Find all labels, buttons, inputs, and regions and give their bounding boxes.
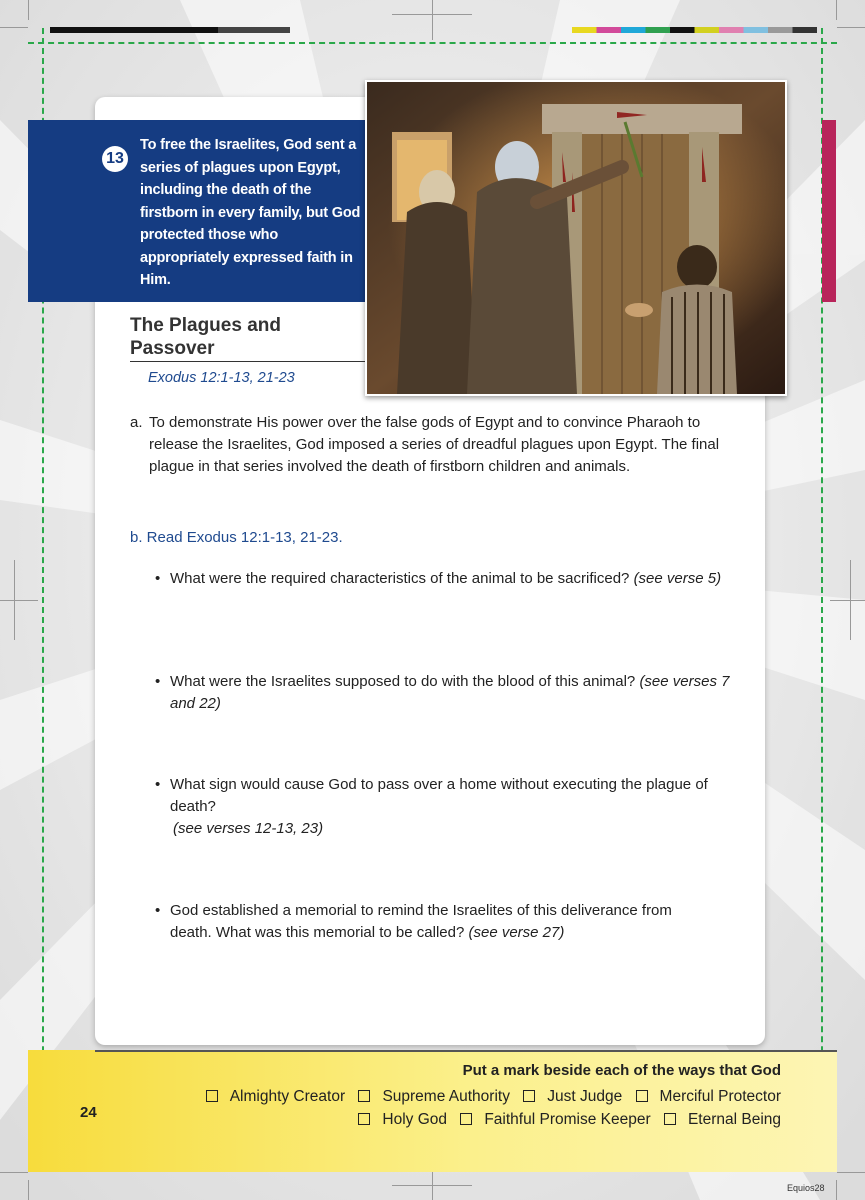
title-underline bbox=[130, 361, 365, 362]
verse-hint: (see verses 7 and 22) bbox=[170, 673, 730, 712]
checkbox[interactable] bbox=[636, 1090, 648, 1102]
crop-mark bbox=[0, 27, 28, 28]
crop-mark bbox=[14, 560, 15, 640]
verse-hint: (see verse 27) bbox=[468, 924, 565, 941]
checkbox[interactable] bbox=[206, 1090, 218, 1102]
crop-mark bbox=[28, 1180, 29, 1200]
question-4 bbox=[155, 900, 695, 944]
question-text: What sign would cause God to pass over a home without executing the plague of death? bbox=[170, 776, 708, 815]
bullet: • bbox=[155, 902, 161, 919]
crop-mark bbox=[830, 600, 865, 601]
page-number: 24 bbox=[80, 1104, 97, 1121]
checkbox[interactable] bbox=[358, 1090, 370, 1102]
checkbox[interactable] bbox=[664, 1113, 676, 1125]
item-a-text: To demonstrate His power over the false gods of Egypt and to convince Pharaoh to release the Israelites, God imposed a series of dreadful plagues upon Egypt. The final plague in that series involved the death of firstborn children and animals. bbox=[149, 414, 720, 475]
question-text: What were the Israelites supposed to do with the blood of this animal? bbox=[170, 673, 636, 690]
crop-mark bbox=[392, 1185, 472, 1186]
section-title: The Plagues and Passover bbox=[130, 315, 281, 359]
chapter-tab bbox=[822, 120, 836, 302]
crop-mark bbox=[0, 600, 38, 601]
question-1 bbox=[155, 568, 735, 590]
attribute-option[interactable]: Holy God bbox=[358, 1111, 447, 1128]
lesson-summary: To free the Israelites, God sent a series of plagues upon Egypt, including the death of the firstborn in every family, but God protected those who appropriately expressed faith in Him. bbox=[140, 137, 361, 288]
crop-mark bbox=[432, 0, 433, 40]
attribute-option[interactable]: Eternal Being bbox=[664, 1111, 781, 1128]
bullet: • bbox=[155, 673, 161, 690]
print-color-bar-left bbox=[50, 27, 290, 33]
bullet: • bbox=[155, 776, 161, 793]
crop-mark bbox=[836, 0, 837, 20]
crop-mark bbox=[837, 1172, 865, 1173]
attribute-option[interactable]: Faithful Promise Keeper bbox=[460, 1111, 650, 1128]
print-color-bar-right bbox=[572, 27, 817, 33]
passover-doorway-photo bbox=[365, 80, 787, 396]
crop-mark bbox=[28, 0, 29, 20]
lesson-number: 13 bbox=[102, 146, 128, 172]
checkbox[interactable] bbox=[523, 1090, 535, 1102]
bullet: • bbox=[155, 570, 161, 587]
attribute-option[interactable]: Merciful Protector bbox=[636, 1088, 781, 1105]
verse-hint: (see verse 5) bbox=[633, 570, 722, 587]
question-3 bbox=[155, 774, 725, 840]
item-a-label: a. bbox=[130, 414, 143, 431]
checkbox[interactable] bbox=[460, 1113, 472, 1125]
checkbox[interactable] bbox=[358, 1113, 370, 1125]
crop-mark bbox=[836, 1180, 837, 1200]
attribute-option[interactable]: Almighty Creator bbox=[206, 1088, 345, 1105]
crop-mark bbox=[392, 14, 472, 15]
footer-title: Put a mark beside each of the ways that God bbox=[462, 1062, 781, 1079]
question-text: God established a memorial to remind the Israelites of this deliverance from death. What was this memorial to be called? bbox=[170, 902, 672, 941]
scripture-reference: Exodus 12:1-13, 21-23 bbox=[148, 370, 295, 386]
question-2 bbox=[155, 671, 735, 715]
lesson-summary-box bbox=[28, 120, 368, 302]
attribute-row-1 bbox=[206, 1088, 781, 1106]
footer-rule bbox=[95, 1050, 837, 1052]
item-a bbox=[130, 412, 740, 478]
item-b-instruction: b. Read Exodus 12:1-13, 21-23. bbox=[130, 529, 343, 546]
question-text: What were the required characteristics of the animal to be sacrificed? bbox=[170, 570, 630, 587]
crop-mark bbox=[837, 27, 865, 28]
trim-guide-top bbox=[28, 42, 837, 44]
photo-illustration bbox=[367, 82, 785, 394]
attribute-option[interactable]: Supreme Authority bbox=[358, 1088, 510, 1105]
crop-mark bbox=[850, 560, 851, 640]
attribute-row-2 bbox=[358, 1111, 781, 1129]
verse-hint: (see verses 12-13, 23) bbox=[173, 820, 324, 837]
crop-mark bbox=[0, 1172, 28, 1173]
printer-mark: Equios28 bbox=[787, 1183, 825, 1193]
attribute-option[interactable]: Just Judge bbox=[523, 1088, 622, 1105]
